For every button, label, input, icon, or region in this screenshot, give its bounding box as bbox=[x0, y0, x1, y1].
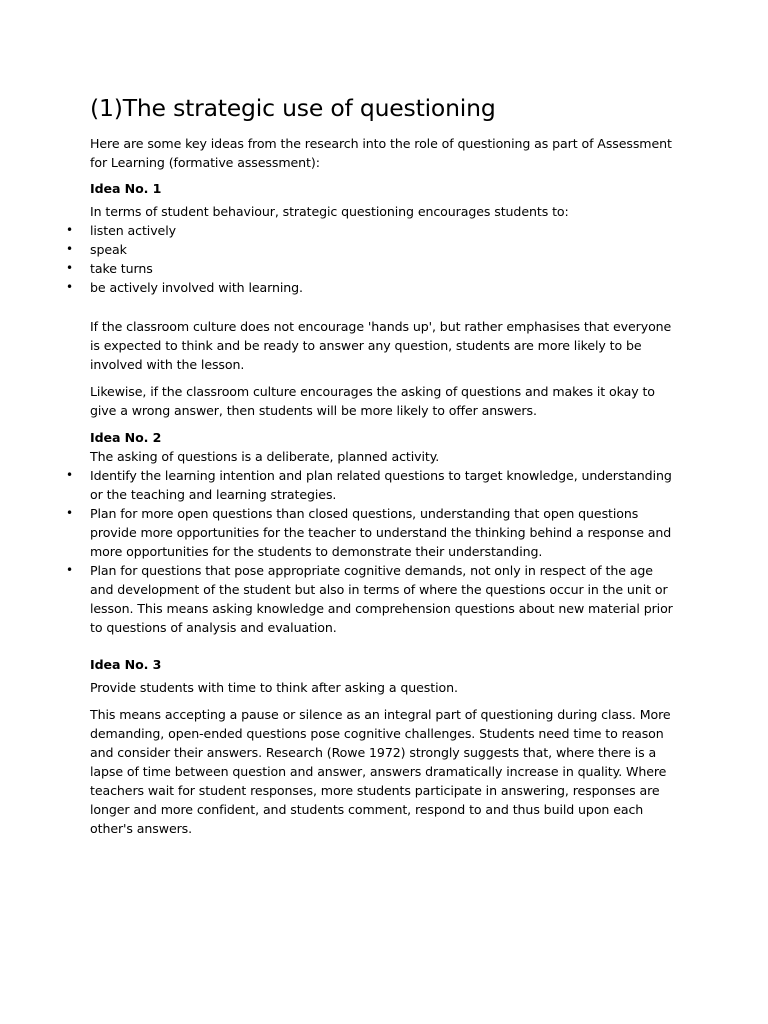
idea-3-paragraph-1: This means accepting a pause or silence as an integral part of questioning during class. More demanding, open-ended questions pose cognitive challenges. Students need time to reason and consider their answers. Research (Rowe 1972) strongly suggests that, where there is a lapse of time between question and answer, answers dramatically increase in quality. Where teachers wait for student responses, more students participate in answering, responses are longer and more confident, and students comment, respond to and thus build upon each other's answers. bbox=[90, 707, 671, 836]
list-item-text: Plan for more open questions than closed questions, understanding that open questions provide more opportunities for the teacher to understand the thinking behind a response and more opportunities for the students to demonstrate their understanding. bbox=[90, 506, 672, 559]
idea-3-lead: Provide students with time to think after asking a question. bbox=[90, 680, 458, 695]
idea-1-paragraph-1: If the classroom culture does not encourage 'hands up', but rather emphasises that everyone is expected to think and be ready to answer any question, students are more likely to be involved with the lesson. bbox=[90, 319, 672, 372]
list-item-text: take turns bbox=[90, 261, 153, 276]
bullet-icon: • bbox=[66, 261, 73, 275]
document-content bbox=[66, 90, 676, 838]
idea-2-heading: Idea No. 2 bbox=[90, 430, 162, 445]
list-item bbox=[66, 259, 676, 278]
list-item bbox=[66, 504, 676, 561]
bullet-icon: • bbox=[66, 506, 73, 520]
list-item bbox=[66, 466, 676, 504]
bullet-icon: • bbox=[66, 242, 73, 256]
idea-1-lead: In terms of student behaviour, strategic questioning encourages students to: bbox=[90, 204, 569, 219]
idea-1-paragraph-2: Likewise, if the classroom culture encourages the asking of questions and makes it okay to give a wrong answer, then students will be more likely to offer answers. bbox=[90, 384, 655, 418]
list-item-text: speak bbox=[90, 242, 127, 257]
idea-1-bullet-list bbox=[66, 221, 676, 297]
page-title: (1)The strategic use of questioning bbox=[90, 94, 496, 122]
bullet-icon: • bbox=[66, 468, 73, 482]
idea-2-bullet-list bbox=[66, 466, 676, 637]
list-item-text: Identify the learning intention and plan related questions to target knowledge, understanding or the teaching and learning strategies. bbox=[90, 468, 672, 502]
bullet-icon: • bbox=[66, 280, 73, 294]
list-item bbox=[66, 221, 676, 240]
idea-2-lead: The asking of questions is a deliberate, planned activity. bbox=[90, 449, 440, 464]
list-item bbox=[66, 278, 676, 297]
list-item-text: be actively involved with learning. bbox=[90, 280, 303, 295]
list-item-text: listen actively bbox=[90, 223, 176, 238]
idea-3-heading: Idea No. 3 bbox=[90, 657, 162, 672]
bullet-icon: • bbox=[66, 223, 73, 237]
list-item-text: Plan for questions that pose appropriate cognitive demands, not only in respect of the age and development of the student but also in terms of where the questions occur in the unit or lesson. This means asking knowledge and comprehension questions about new material prior to questions of analysis and evaluation. bbox=[90, 563, 673, 635]
list-item bbox=[66, 240, 676, 259]
bullet-icon: • bbox=[66, 563, 73, 577]
idea-1-heading: Idea No. 1 bbox=[90, 181, 162, 196]
intro-paragraph: Here are some key ideas from the research into the role of questioning as part of Assessment for Learning (formative assessment): bbox=[90, 136, 672, 170]
list-item bbox=[66, 561, 676, 637]
